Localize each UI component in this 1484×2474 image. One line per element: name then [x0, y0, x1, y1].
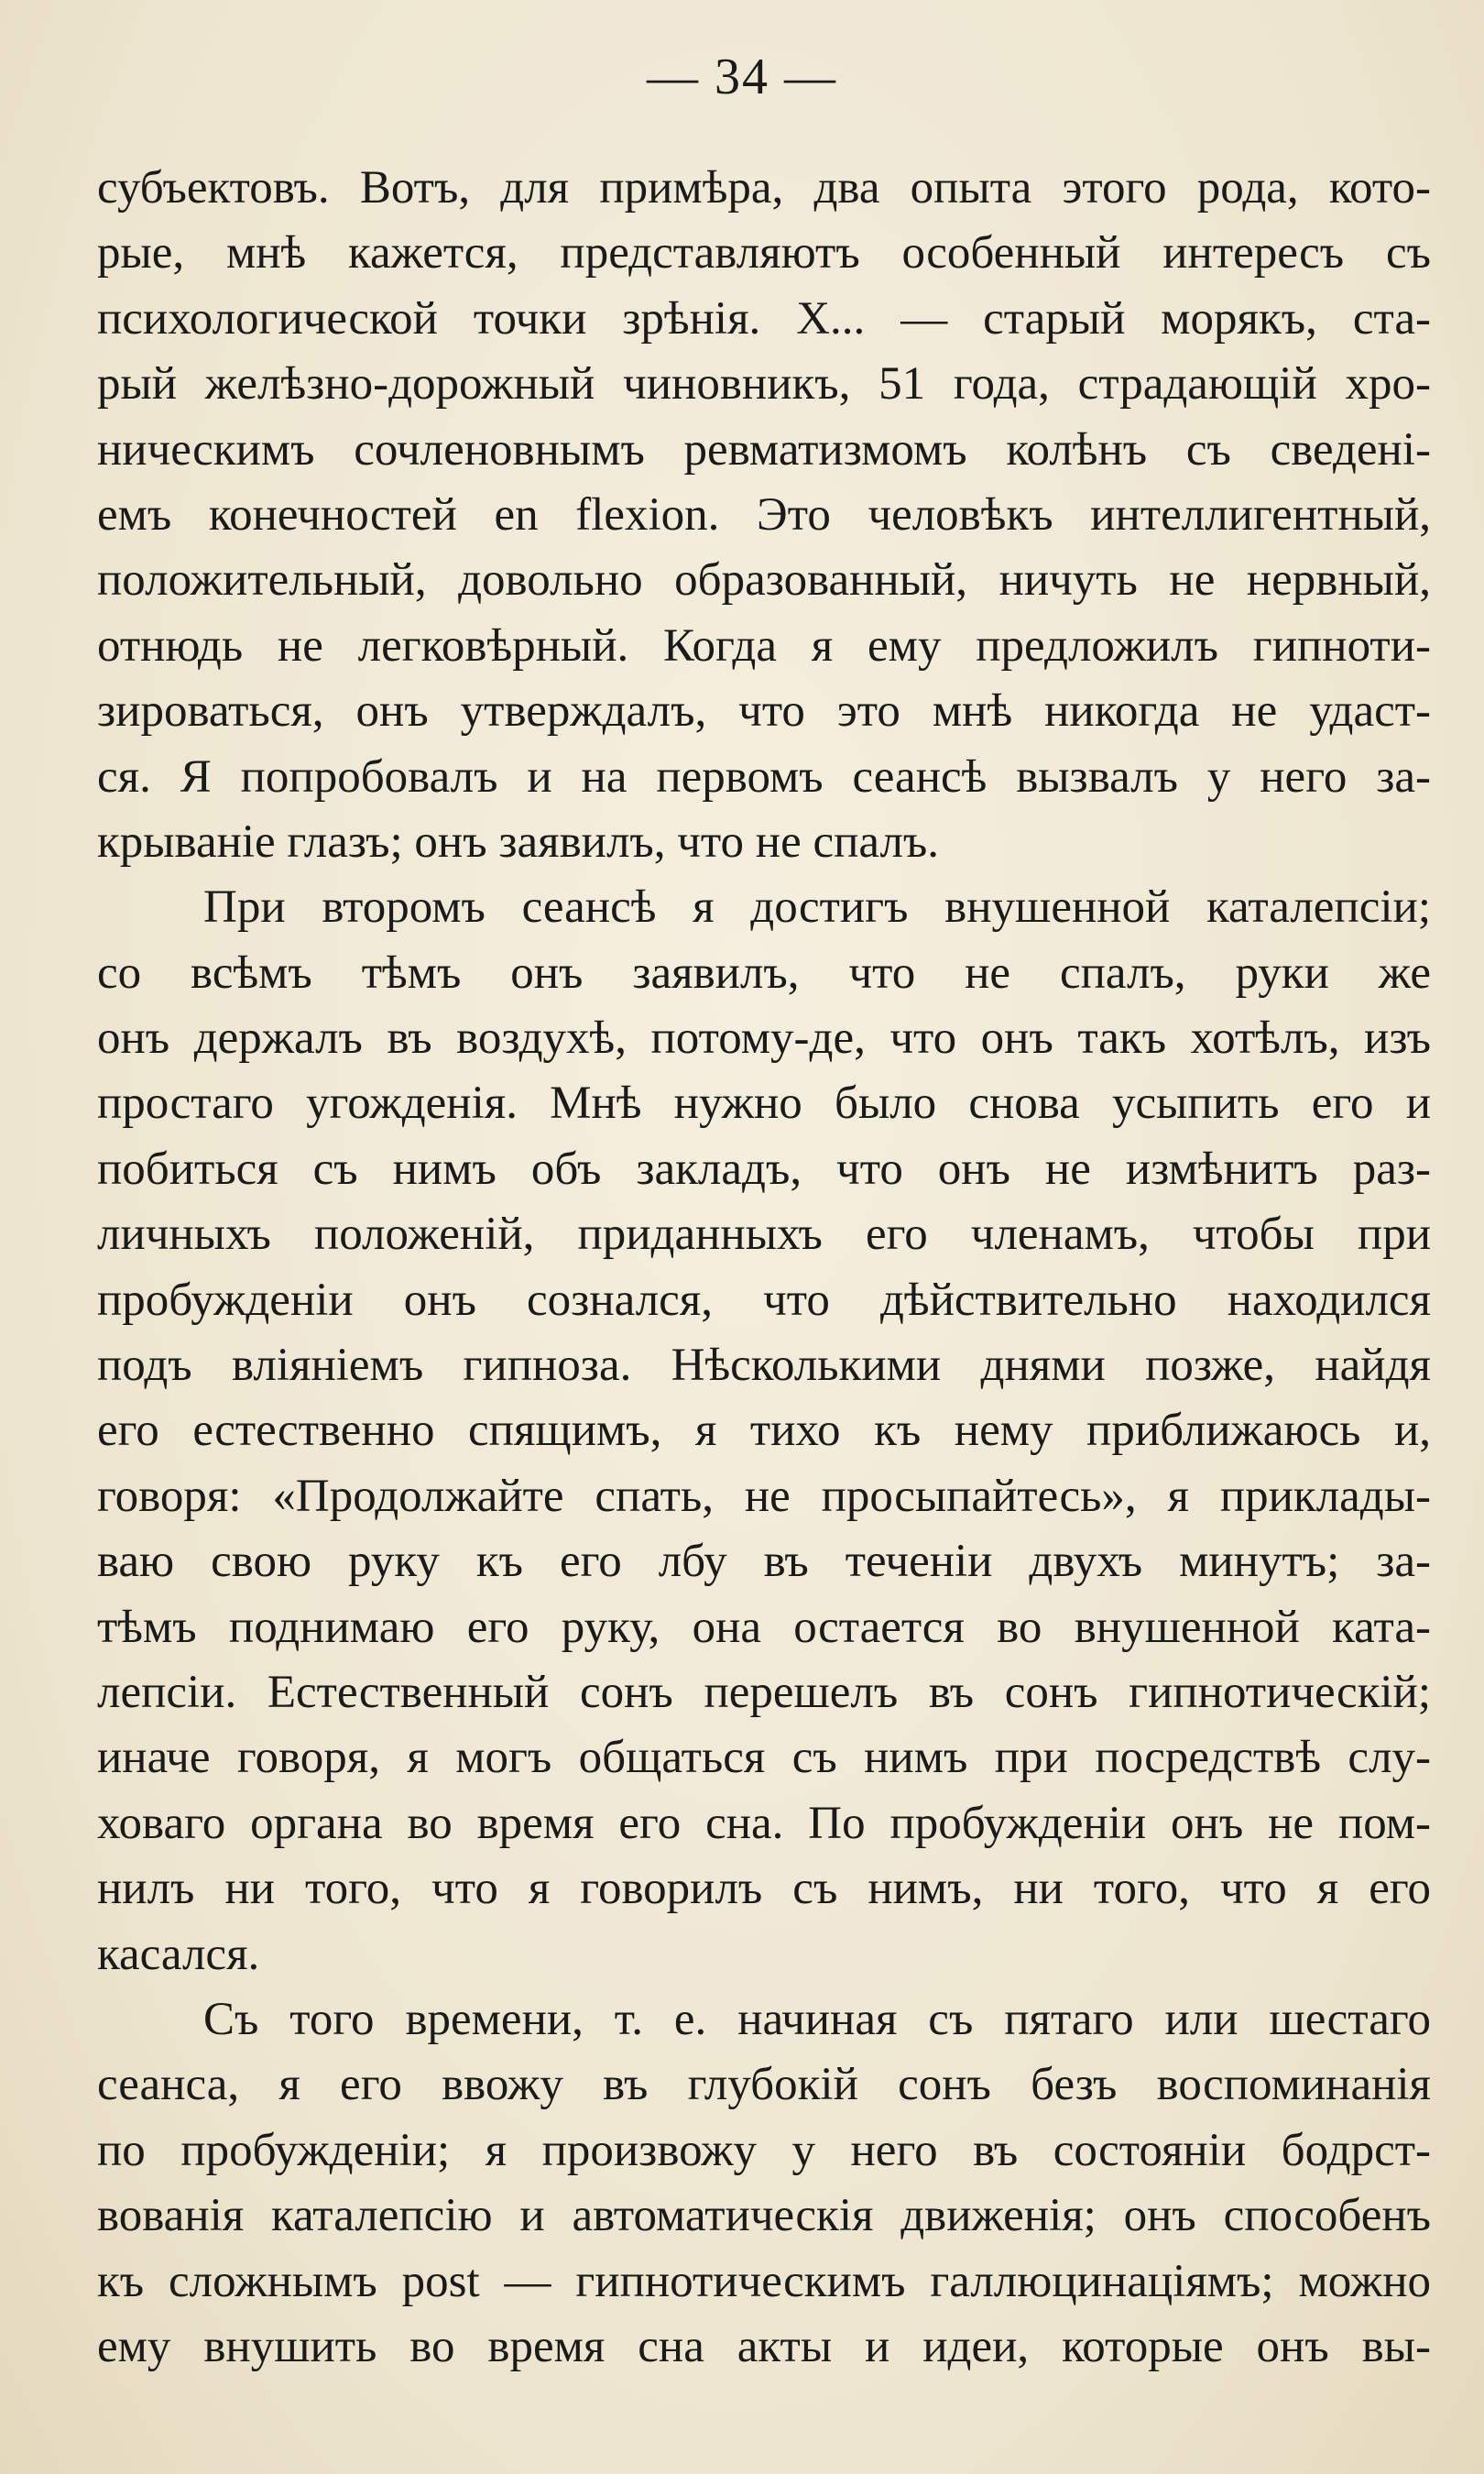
text-line: отнюдь не легковѣрный. Когда я ему предложилъ гипноти- — [97, 619, 1431, 672]
paragraph-start-line: При второмъ сеансѣ я достигъ внушенной каталепсіи; — [203, 881, 1431, 934]
text-line: пробужденіи онъ сознался, что дѣйствительно находился — [97, 1274, 1431, 1326]
text-line: зироваться, онъ утверждалъ, что это мнѣ никогда не удаст- — [97, 685, 1431, 738]
text-line: побиться съ нимъ объ закладъ, что онъ не измѣнитъ раз- — [97, 1143, 1431, 1195]
text-line: вованія каталепсію и автоматическія движенія; онъ способенъ — [97, 2190, 1431, 2242]
text-line: по пробужденіи; я произвожу у него въ состояніи бодрст- — [97, 2124, 1431, 2176]
text-line: его естественно спящимъ, я тихо къ нему приближаюсь и, — [97, 1405, 1431, 1457]
paragraph-start-line: Съ того времени, т. е. начиная съ пятаго или шестаго — [203, 1993, 1431, 2045]
text-line: субъектовъ. Вотъ, для примѣра, два опыта этого рода, кото- — [97, 162, 1431, 213]
text-line: нилъ ни того, что я говорилъ съ нимъ, ни того, что я его — [97, 1863, 1431, 1915]
text-line: иначе говоря, я могъ общаться съ нимъ при посредствѣ слу- — [97, 1732, 1431, 1784]
text-line: къ сложнымъ post — гипнотическимъ галлюцинаціямъ; можно — [97, 2255, 1431, 2307]
paragraph-end-line: касался. — [97, 1928, 260, 1980]
text-line: говоря: «Продолжайте спать, не просыпайтесь», я приклады- — [97, 1470, 1431, 1522]
page-number: — 34 — — [647, 49, 837, 105]
text-line: ся. Я попробовалъ и на первомъ сеансѣ вызвалъ у него за- — [97, 750, 1431, 803]
text-line: простаго угожденія. Мнѣ нужно было снова усыпить его и — [97, 1078, 1431, 1130]
text-line: онъ держалъ въ воздухѣ, потому-де, что онъ такъ хотѣлъ, изъ — [97, 1013, 1431, 1065]
text-line: ховаго органа во время его сна. По пробужденіи онъ не пом- — [97, 1797, 1431, 1849]
text-line: ваю свою руку къ его лбу въ теченіи двухъ минутъ; за- — [97, 1536, 1431, 1588]
text-line: рый желѣзно-дорожный чиновникъ, 51 года, страдающій хро- — [97, 358, 1431, 411]
text-line: тѣмъ поднимаю его руку, она остается во внушенной ката- — [97, 1601, 1431, 1653]
text-line: положительный, довольно образованный, ничуть не нервный, — [97, 554, 1431, 607]
text-line: подъ вліяніемъ гипноза. Нѣсколькими днями позже, найдя — [97, 1340, 1431, 1392]
body-text — [97, 156, 1431, 2380]
text-line: сеанса, я его ввожу въ глубокій сонъ безъ воспоминанія — [97, 2059, 1431, 2111]
text-line: ему внушить во время сна акты и идеи, которые онъ вы- — [97, 2320, 1431, 2372]
text-line: емъ конечностей en flexion. Это человѣкъ интеллигентный, — [97, 488, 1431, 541]
text-line: психологической точки зрѣнія. X... — старый морякъ, ста- — [97, 292, 1431, 345]
text-line: рые, мнѣ кажется, представляютъ особенный интересъ съ — [97, 227, 1431, 279]
text-line: ническимъ сочленовнымъ ревматизмомъ колѣнъ съ сведені- — [97, 423, 1431, 476]
text-line: со всѣмъ тѣмъ онъ заявилъ, что не спалъ, руки же — [97, 947, 1431, 999]
text-line: личныхъ положеній, приданныхъ его членамъ, чтобы при — [97, 1209, 1431, 1261]
paragraph-end-line: крываніе глазъ; онъ заявилъ, что не спалъ. — [97, 816, 940, 868]
text-line: лепсіи. Естественный сонъ перешелъ въ сонъ гипнотическій; — [97, 1666, 1431, 1718]
